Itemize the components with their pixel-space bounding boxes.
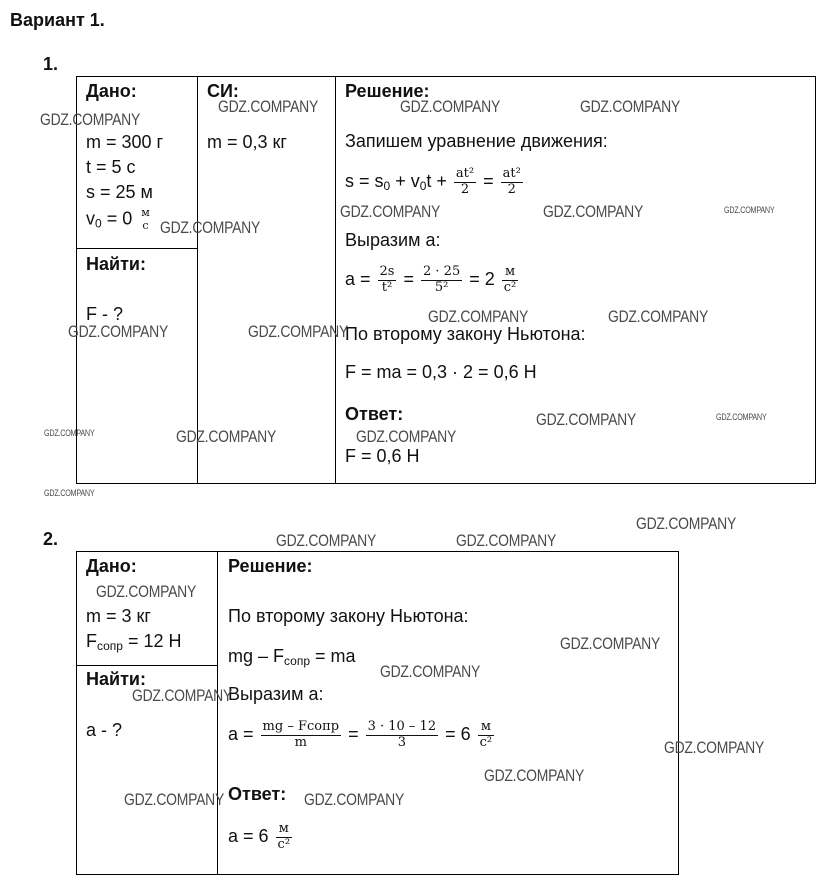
- si-label: СИ:: [207, 81, 239, 101]
- acceleration-equation: a = $\frac{\text{mg – Fсопр}}{m}$ = $\frac{3 \cdot 10 - 12}{3}$ = 6 $\frac{м}{\text{с²}}$: [228, 719, 493, 750]
- find-label: Найти:: [86, 669, 146, 689]
- watermark: GDZ.COMPANY: [536, 410, 637, 429]
- divider: [76, 248, 197, 249]
- watermark: GDZ.COMPANY: [428, 307, 529, 326]
- given-mass: m = 300 г: [86, 132, 164, 152]
- given-initial-velocity: $v_0 = 0$ м с: [86, 206, 150, 232]
- solution-step-2: Выразим a:: [228, 684, 324, 704]
- motion-equation: $s = s_0 + v_0t$ + $\frac{\text{at²}}{2}$ = $\frac{\text{at²}}{2}$: [345, 166, 521, 197]
- si-mass: m = 0,3 кг: [207, 132, 287, 152]
- watermark: GDZ.COMPANY: [716, 412, 767, 422]
- divider: [217, 551, 218, 875]
- divider: [76, 665, 217, 666]
- watermark: GDZ.COMPANY: [356, 427, 457, 446]
- problem-2-number: 2.: [43, 529, 59, 549]
- watermark: GDZ.COMPANY: [608, 307, 709, 326]
- solution-label: Решение:: [345, 81, 430, 101]
- given-time: t = 5 с: [86, 157, 136, 177]
- watermark: GDZ.COMPANY: [304, 790, 405, 809]
- watermark: GDZ.COMPANY: [636, 514, 737, 533]
- watermark: GDZ.COMPANY: [543, 202, 644, 221]
- answer-value: F = 0,6 Н: [345, 446, 420, 466]
- find-value: F - ?: [86, 304, 124, 324]
- watermark: GDZ.COMPANY: [248, 322, 349, 341]
- watermark: GDZ.COMPANY: [400, 97, 501, 116]
- given-mass: m = 3 кг: [86, 606, 151, 626]
- watermark: GDZ.COMPANY: [456, 531, 557, 550]
- given-distance: s = 25 м: [86, 182, 153, 202]
- watermark: GDZ.COMPANY: [160, 218, 261, 237]
- divider: [197, 76, 198, 484]
- given-label: Дано:: [86, 556, 137, 576]
- solution-step-1: По второму закону Ньютона:: [228, 606, 469, 626]
- watermark: GDZ.COMPANY: [132, 686, 233, 705]
- watermark: GDZ.COMPANY: [664, 738, 765, 757]
- answer-value: a = 6 $\frac{м}{\text{с²}}$: [228, 821, 291, 852]
- answer-label: Ответ:: [345, 404, 404, 424]
- watermark: GDZ.COMPANY: [218, 97, 319, 116]
- watermark: GDZ.COMPANY: [580, 97, 681, 116]
- given-drag-force: $F_{сопр} = 12$ Н: [86, 631, 182, 653]
- watermark: GDZ.COMPANY: [560, 634, 661, 653]
- force-equation: F = ma = 0,3 · 2 = 0,6 Н: [345, 362, 537, 382]
- solution-step-1: Запишем уравнение движения:: [345, 131, 608, 151]
- given-label: Дано:: [86, 81, 137, 101]
- find-label: Найти:: [86, 254, 146, 274]
- watermark: GDZ.COMPANY: [96, 582, 197, 601]
- acceleration-equation: a = $\frac{2s}{\text{t²}}$ = $\frac{2 \cdot 25}{\text{5²}}$ = 2 $\frac{м}{\text{с²}}$: [345, 264, 517, 295]
- watermark: GDZ.COMPANY: [68, 322, 169, 341]
- answer-label: Ответ:: [228, 784, 287, 804]
- divider: [335, 76, 336, 484]
- watermark: GDZ.COMPANY: [276, 531, 377, 550]
- watermark: GDZ.COMPANY: [40, 110, 141, 129]
- problem-1-number: 1.: [43, 54, 59, 74]
- watermark: GDZ.COMPANY: [44, 488, 95, 498]
- solution-label: Решение:: [228, 556, 313, 576]
- watermark: GDZ.COMPANY: [380, 662, 481, 681]
- watermark: GDZ.COMPANY: [44, 428, 95, 438]
- find-value: a - ?: [86, 720, 123, 740]
- watermark: GDZ.COMPANY: [484, 766, 585, 785]
- solution-step-2: Выразим a:: [345, 230, 441, 250]
- watermark: GDZ.COMPANY: [340, 202, 441, 221]
- watermark: GDZ.COMPANY: [176, 427, 277, 446]
- watermark: GDZ.COMPANY: [724, 205, 775, 215]
- page-title: Вариант 1.: [10, 10, 105, 30]
- watermark: GDZ.COMPANY: [124, 790, 225, 809]
- newton-equation: mg – $F_{сопр}$ = ma: [228, 646, 356, 668]
- solution-step-3: По второму закону Ньютона:: [345, 324, 586, 344]
